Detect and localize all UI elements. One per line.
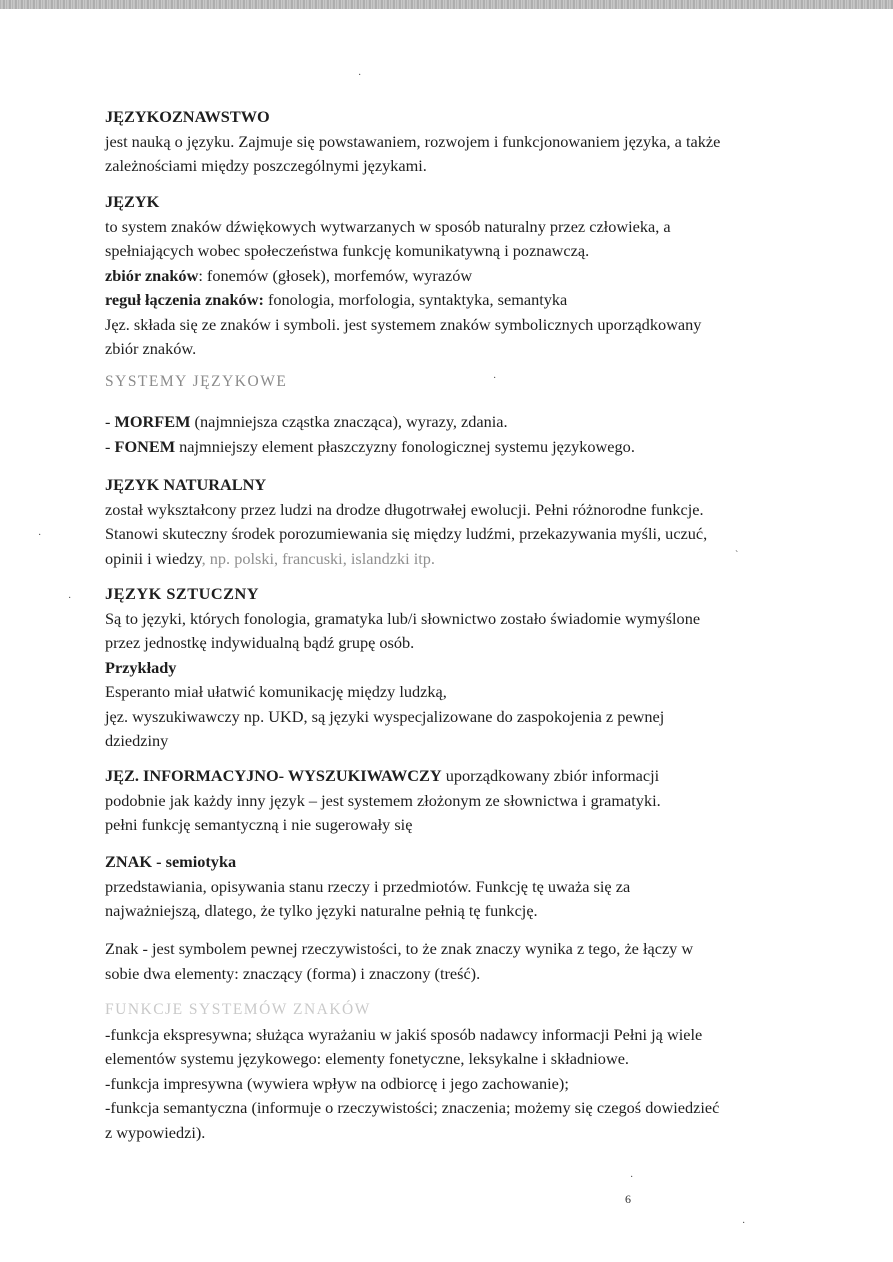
definition: : fonemów (głosek), morfemów, wyrazów: [198, 265, 473, 285]
paragraph-line: Jęz. składa się ze znaków i symboli. jest systemem znaków symbolicznych uporządkowany: [105, 314, 702, 334]
paragraph-line: Stanowi skuteczny środek porozumiewania się między ludźmi, przekazywania myśli, uczuć,: [105, 524, 708, 543]
term: JĘZ. INFORMACYJNO- WYSZUKIWAWCZY: [105, 766, 442, 785]
page-number: 6: [625, 1192, 631, 1206]
scan-speck: ·: [68, 593, 72, 604]
term: MORFEM: [114, 412, 191, 431]
paragraph-line: sobie dwa elementy: znaczący (forma) i znaczony (treść).: [105, 963, 481, 983]
paragraph-line: [105, 547, 805, 572]
section-heading: FUNKCJE SYSTEMÓW ZNAKÓW: [105, 1001, 371, 1018]
definition: (najmniejsza cząstka znacząca), wyrazy, zdania.: [190, 412, 508, 431]
section-jezyk-sztuczny: [105, 582, 805, 754]
scan-speck: ·: [742, 1218, 746, 1229]
definition-line: [105, 288, 805, 313]
scan-speck: ·: [38, 530, 42, 541]
paragraph-line: -funkcja semantyczna (informuje o rzeczywistości; znaczenia; możemy się czegoś dowiedzieć: [105, 1098, 720, 1117]
section-jezyk: [105, 190, 805, 362]
subheading: Przykłady: [105, 657, 177, 677]
section-znak-definicja: [105, 937, 805, 986]
paragraph-line: z wypowiedzi).: [105, 1122, 206, 1142]
paragraph-line: Znak - jest symbolem pewnej rzeczywistości, to że znak znaczy wynika z tego, że łączy w: [105, 939, 694, 958]
section-jezyk-naturalny: [105, 473, 805, 571]
section-funkcje: [105, 998, 805, 1145]
scan-edge: [0, 0, 893, 9]
definition: najmniejszy element płaszczyzny fonologicznej systemu językowego.: [175, 436, 635, 456]
section-heading: JĘZYK SZTUCZNY: [105, 584, 260, 603]
section-jezykoznawstwo: [105, 105, 805, 179]
paragraph-line: zbiór znaków.: [105, 339, 197, 358]
paragraph-line: jest nauką o języku. Zajmuje się powstawaniem, rozwojem i funkcjonowaniem języka, a także: [105, 131, 721, 151]
paragraph-line: jęz. wyszukiwawczy np. UKD, są języki wyspecjalizowane do zaspokojenia z pewnej: [105, 706, 665, 726]
definition: fonologia, morfologia, syntaktyka, semantyka: [263, 290, 568, 309]
text: opinii i wiedzy: [105, 548, 202, 568]
section-jez-informacyjno: [105, 764, 805, 838]
section-heading: JĘZYK: [105, 192, 160, 211]
paragraph-line: Są to języki, których fonologia, gramatyka lub/i słownictwo zostało świadomie wymyślone: [105, 608, 701, 628]
paragraph-line: przedstawiania, opisywania stanu rzeczy i przedmiotów. Funkcję tę uważa się za: [105, 876, 631, 896]
paragraph-line: zależnościami między poszczególnymi językami.: [105, 156, 427, 175]
list-dash: -: [105, 436, 115, 456]
term: reguł łączenia znaków:: [105, 290, 264, 309]
systemy-list: [105, 410, 805, 459]
term: zbiór znaków: [105, 265, 199, 285]
faded-text: , np. polski, francuski, islandzki itp.: [201, 548, 435, 568]
paragraph-line: -funkcja ekspresywna; służąca wyrażaniu w jakiś sposób nadawcy informacji Pełni ją wiele: [105, 1024, 703, 1044]
definition-line: [105, 264, 805, 289]
paragraph-line: podobnie jak każdy inny język – jest systemem złożonym ze słownictwa i gramatyki.: [105, 790, 661, 810]
section-znak: [105, 850, 805, 924]
paragraph-line: elementów systemu językowego: elementy fonetyczne, leksykalne i składniowe.: [105, 1049, 630, 1068]
paragraph-line: spełniających wobec społeczeństwa funkcję komunikatywną i poznawczą.: [105, 241, 590, 260]
paragraph-line: dziedziny: [105, 731, 169, 750]
scan-speck: ·: [358, 70, 362, 81]
paragraph-line: został wykształcony przez ludzi na drodze długotrwałej ewolucji. Pełni różnorodne funkcje.: [105, 499, 704, 519]
list-item: [105, 435, 805, 460]
paragraph-line: najważniejszą, dlatego, że tylko języki naturalne pełnią tę funkcję.: [105, 901, 538, 920]
paragraph-line: pełni funkcję semantyczną i nie sugerowały się: [105, 815, 413, 834]
section-heading: JĘZYK NATURALNY: [105, 475, 267, 494]
scan-speck: `: [735, 550, 739, 561]
section-systemy-jezykowe: [105, 370, 805, 395]
paragraph-line: przez jednostkę indywidualną bądź grupę osób.: [105, 633, 415, 652]
paragraph-line: Esperanto miał ułatwić komunikację między ludzką,: [105, 682, 447, 701]
list-dash: -: [105, 412, 115, 431]
paragraph-line: -funkcja impresywna (wywiera wpływ na odbiorcę i jego zachowanie);: [105, 1073, 569, 1093]
list-item: [105, 410, 805, 435]
scan-speck: ·: [630, 1172, 634, 1183]
section-heading: SYSTEMY JĘZYKOWE: [105, 373, 288, 390]
paragraph-line: [105, 764, 805, 789]
scan-speck: ·: [493, 373, 497, 384]
definition: uporządkowany zbiór informacji: [441, 766, 660, 785]
term: FONEM: [114, 436, 176, 456]
section-heading: JĘZYKOZNAWSTWO: [105, 107, 270, 126]
section-heading: ZNAK - semiotyka: [105, 852, 237, 871]
paragraph-line: to system znaków dźwiękowych wytwarzanych w sposób naturalny przez człowieka, a: [105, 216, 671, 236]
